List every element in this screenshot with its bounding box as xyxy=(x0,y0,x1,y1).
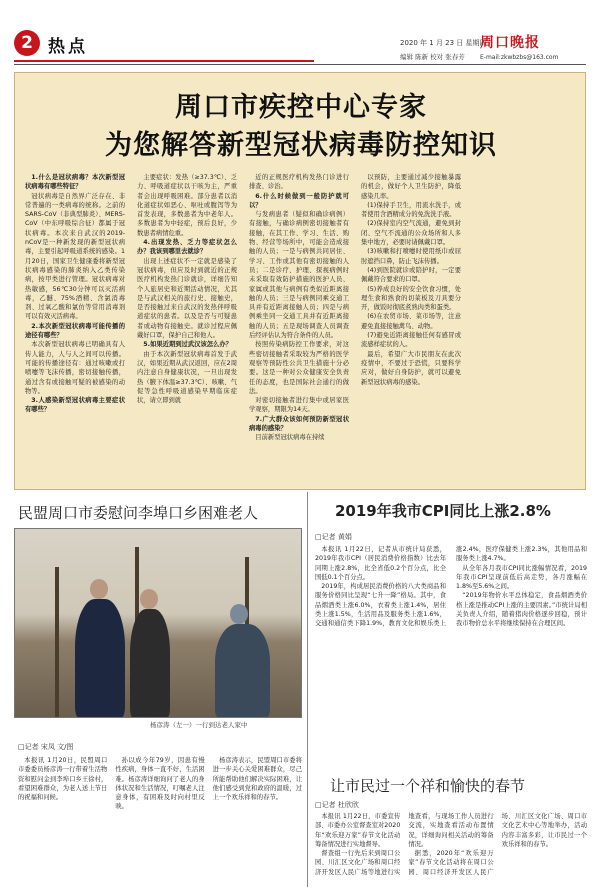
page-header xyxy=(0,0,600,66)
issue-date: 2020 年 1 月 23 日 星期四 xyxy=(400,39,487,47)
paragraph: 7.广大群众该如何预防新型冠状病毒的感染？ xyxy=(249,415,349,433)
paragraph: 本报讯 1月22日，记者从市统计局获悉，2019年我市CPI（居民消费价格指数）比去年同期上涨2.8%，比全省低0.2个百分点，比全国低0.1个百分点。 xyxy=(315,546,446,581)
paragraph: (3)咳嗽和打喷嚏时使用纸巾或屈肘遮挡口鼻，防止飞沫传播。 xyxy=(361,248,461,265)
paragraph: 最后，希望广大市民朋友在此次疫情中，不要过于恐慌，只要科学应对，做好自身防护，就可以避免新型冠状病毒的感染。 xyxy=(361,350,461,386)
feature-column xyxy=(361,173,461,483)
header-divider xyxy=(14,64,586,65)
paragraph: 从全年各月我市CPI同比涨幅情况看，2019年我市CPI呈现前低后高走势，各月涨幅在1.8%至5.6%之间。 xyxy=(456,564,587,591)
festival-story-headline: 让市民过一个祥和愉快的春节 xyxy=(330,777,526,795)
paragraph: 杨彦涛表示，民盟周口市委将进一步关心关爱困难群众，尽己所能帮助他们解决实际困难，让他们感受到党和政府的温暖，过上一个欢乐祥和的春节。 xyxy=(212,757,302,802)
left-story-headline: 民盟周口市委慰问李埠口乡困难老人 xyxy=(18,504,259,522)
paragraph: (7)避免近距离接触任何有感冒或流感样症状的人。 xyxy=(361,332,461,349)
feature-column xyxy=(25,173,125,483)
section-title: 热点 xyxy=(48,37,88,57)
paragraph: (6)在农贸市场、菜市场等，注意避免直接接触禽鸟、动物。 xyxy=(361,313,461,330)
paragraph: 6.什么时候做到一般防护就可以？ xyxy=(249,192,349,209)
left-story-body xyxy=(18,756,302,886)
paragraph: 与发病患者（疑似和确诊病例）有接触，与确诊病例密切接触者有接触，在其工作、学习、生活、购物、经营等场所中，可能会造成接触的人员；一是与病例共同居住、学习、工作或其他有密切接触的人员；二是诊疗、护理、探视病例时未采取有效防护措施的医护人员、家属或其他与病例有类似近距离接触的人员；三是与病例同乘交通工具并有近距离接触人员；四是与病例乘坐同一交通工具并有近距离接触的人员；五是现场调查人员调查后经评估认为符合条件的人员。 xyxy=(249,211,349,340)
left-story-byline: □记者 宋凤 文/图 xyxy=(18,743,74,751)
cpi-story-byline: □记者 黄娟 xyxy=(315,533,352,541)
festival-story-body xyxy=(315,812,587,888)
paragraph: 对密切接触者进行集中或居家医学观察，期限为14天。 xyxy=(249,397,349,414)
paragraph: 4.出现发热、乏力等症状怎么办？我该到哪里去就诊？ xyxy=(137,239,237,256)
paragraph: 据悉，2020年“欢乐迎万家”春节文化活动将在周口公园、周口经济开发区人民广场、川汇区文化广场、周口市文化艺术中心等地举办，活动内容丰富多彩，让市民过一个欢乐祥和的春节。 xyxy=(408,813,587,876)
paragraph: 2019年，构成居民消费价格的八大类商品和服务价格同比呈现“七升一降”格局。其中，食品烟酒类上涨6.0%，衣着类上涨1.4%，居住类上涨1.5%，生活用品及服务类上涨1.6%，交通和通信类下降1.9%，教育文化和娱乐类上涨2.4%，医疗保健类上涨2.3%，其他用品和服务类上涨4.7%。 xyxy=(315,546,587,628)
paragraph: 督查组一行先后来到周口公园、川汇区文化广场和周口经济开发区人民广场等地进行实地查看，与现场工作人员进行交流，实地查看活动布置情况，详细询问相关活动的筹备情况。 xyxy=(315,813,494,876)
feature-headline-line1: 周口市疾控中心专家 xyxy=(175,92,427,123)
feature-columns xyxy=(25,173,577,483)
feature-column xyxy=(137,173,237,483)
page-number-badge: 2 xyxy=(14,30,40,56)
paragraph: 由于本次新型冠状病毒首发于武汉，如果近期从武汉返回，应在2周内注意自身健康状况，一旦出现发热（腋下体温≥37.3℃）、咳嗽、气促等急性呼吸道感染早期临床症状，请立即到就 xyxy=(137,350,237,405)
paragraph: 出现上述症状不一定就是感染了冠状病毒，但应及时到就近的正规医疗机构发热门诊就诊，详细告知个人旅居史和近期活动情况，尤其是与武汉相关的旅行史、接触史，是否接触过来自武汉的发热伴呼吸道症状的患者。以及是否与可疑患者或动物有接触史。就诊过程应佩戴好口罩，保护自己和他人。 xyxy=(137,257,237,340)
paragraph: 主要症状：发热（≥37.3℃）、乏力、呼吸道症状以干咳为主，严重者会出现呼吸困难。部分患者以消化道症状如恶心、呕吐或腹泻等为首发表现，多数患者为中老年人。多数患者为中轻症，预后良好，少数患者病情危重。 xyxy=(137,174,237,237)
feature-column xyxy=(473,173,573,483)
paragraph: 本报讯 1月20日，民盟周口市委委员杨彦涛一行带着生活物资和慰问金到李埠口乡王徐村，看望困难群众，为老人送上节日的祝福和问候。 xyxy=(18,757,108,802)
photo-caption: 杨彦涛（左一）一行到达老人家中 xyxy=(150,721,248,729)
paragraph: (1)保持手卫生，用流水洗手，或者使用含酒精成分的免洗洗手液。 xyxy=(361,201,461,219)
paragraph: 本次新型冠状病毒已明确具有人传人能力，人与人之间可以传播。可能的传播途径有：通过咳嗽或打喷嚏等飞沫传播，密切接触传播，通过含有或接触可疑的被感染的动物等。 xyxy=(25,341,125,395)
column-divider xyxy=(307,492,308,887)
paragraph: (2)保持室内空气流通，避免到封闭、空气不流通的公众场所和人多集中地方，必要时请佩戴口罩。 xyxy=(361,220,461,247)
cpi-story-body xyxy=(315,545,587,765)
paragraph: 2.本次新型冠状病毒可能传播的途径有哪些？ xyxy=(25,322,125,340)
section-rule xyxy=(14,60,314,62)
news-photo xyxy=(14,528,302,718)
feature-headline-line2: 为您解答新型冠状病毒防控知识 xyxy=(105,130,497,161)
festival-story-byline: □记者 杜欣欣 xyxy=(315,801,359,809)
paragraph: 5.如果近期到过武汉该怎么办？ xyxy=(143,341,232,349)
paragraph: (5)养成良好的安全饮食习惯，处理生食和熟食的切菜板及刀具要分开，做饭时彻底煮熟肉类和蛋类。 xyxy=(361,285,461,312)
feature-article-box xyxy=(14,72,586,490)
paragraph: 本报讯 1月22日，市委宣传部、市委办公室督查室对2020年“欢乐迎万家”春节文化活动筹备情况进行实地督导。 xyxy=(315,813,401,848)
paragraph: 1.什么是冠状病毒？本次新型冠状病毒有哪些特征？ xyxy=(25,174,125,191)
paragraph: 冠状病毒是自然界广泛存在、非常普遍的一类病毒的统称。之前的SARS-CoV（非典型肺炎）、MERS-CoV（中东呼吸综合征）都属于冠状病毒。本次来自武汉的2019-nCoV是一种新发现的新型冠状病毒，主要引起呼吸道系统的感染。1月20日，国家卫生健康委将新型冠状病毒感染的肺炎纳入乙类传染病，按甲类进行管理。冠状病毒对热敏感，56℃30分钟可以灭活病毒，乙醚、75%酒精、含氯消毒剂、过氧乙酸和氯仿等常用消毒剂可以有效灭活病毒。 xyxy=(25,192,125,321)
paragraph: 按照传染病防控工作要求，对这些密切接触者采取较为严格的医学观察等预防性公共卫生措施十分必要。这是一种对公众健康安全负责任的态度，也是国际社会通行的做法。 xyxy=(249,341,349,395)
paragraph: 以预防，主要通过减少接触暴露的机会，做好个人卫生防护，降低感染几率。 xyxy=(361,174,461,200)
paragraph: (4)到医院就诊或陪护时，一定要佩戴符合要求的口罩。 xyxy=(361,266,461,284)
newspaper-logo: 周口晚报 xyxy=(480,35,540,51)
paragraph: 目前新型冠状病毒在持续 xyxy=(255,434,325,442)
cpi-story-headline: 2019年我市CPI同比上涨2.8% xyxy=(335,502,551,520)
paragraph: 孙以成今年79岁，因患有慢性疾病，身体一直不好，生活困难。杨彦涛详细询问了老人的身体状况和生活情况，叮嘱老人注意身体，有困难及时向村里反映。 xyxy=(115,757,205,811)
paragraph: 3.人感染新型冠状病毒主要症状有哪些？ xyxy=(25,397,125,414)
paragraph: 近的正规医疗机构发热门诊进行排查、诊治。 xyxy=(249,174,349,191)
feature-column xyxy=(249,173,349,483)
paragraph: “2019年物价水平总体稳定，食品烟酒类价格上涨是推动CPI上涨的主要因素。”市统计局相关负责人介绍，随着猪肉价格逐步回稳，预计我市物价总水平将继续保持在合理区间。 xyxy=(456,592,587,628)
contact-email: E-mail:zkwbzbs@163.com xyxy=(480,54,559,61)
editor-credits: 编辑 陈新 校对 张春芳 xyxy=(400,53,465,61)
